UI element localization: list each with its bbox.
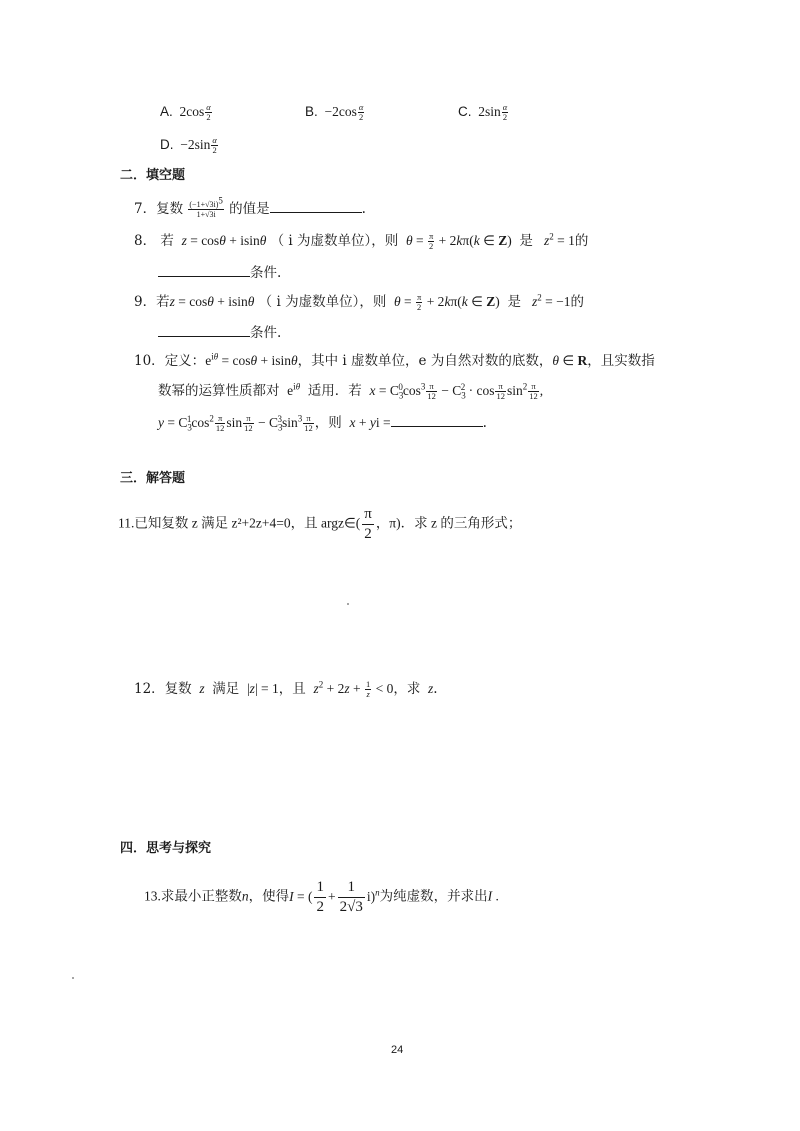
q12-text3: ，且 [278, 681, 306, 697]
q9-condition: $z^2 = -1$ [532, 292, 571, 309]
q9-z-def: z = cosθ + isinθ [169, 294, 255, 309]
q13-text: 13.求最小正整数 [144, 888, 242, 904]
q10-line2b: 适用．若 [307, 383, 362, 399]
question-8 [134, 232, 588, 251]
option-d [160, 136, 219, 155]
q7-answer-blank [270, 199, 362, 213]
q10-line1c: ，且实数指 [587, 353, 655, 369]
q11-pi-over-2: $\frac{\pi}{2}$ [364, 506, 372, 542]
q11-mid: ，π)．求 z 的三角形式； [375, 515, 522, 531]
q13-I: I [487, 888, 493, 904]
option-d-label: D. [160, 137, 174, 152]
q7-fraction: $\frac{(-1+√3i)^5}{1+√3i}$ [189, 195, 223, 219]
q12-z: z [195, 681, 208, 696]
q10-y-expr: $y = C_3^1\cos^2$ $\frac{\pi}{12}$ sin $\frac{\pi}{12}$ − $C_3^3\sin^3$ $\frac{\pi}{12}$ [158, 413, 313, 434]
q7-suffix: 的值是 [229, 201, 270, 217]
option-a-label: A. [160, 104, 173, 119]
section-fill-blank-heading: 二．填空题 [120, 167, 186, 182]
q9-theta: θ = $\frac{\pi}{2}$ + 2kπ(k ∈ Z) [394, 292, 504, 313]
q7-number: 7． [134, 201, 157, 217]
q13-text2: ，使得 [248, 888, 290, 904]
q9-line2 [158, 323, 281, 342]
q10-euler: $e^{i\theta} = \cos\theta + isin\theta$ [205, 351, 298, 368]
option-d-expr: −2sin $\frac{\alpha}{2}$ [176, 135, 217, 156]
q7-end: . [361, 201, 366, 217]
option-c-expr: 2sin $\frac{\alpha}{2}$ [474, 102, 508, 123]
option-b-expr: −2cos $\frac{\alpha}{2}$ [321, 102, 364, 123]
q9-end: 条件. [250, 325, 282, 341]
q10-line2 [158, 382, 543, 401]
q12-inequality: $z^2 + 2z$ + $\frac{1}{z}$ < 0 [313, 679, 394, 700]
question-13 [144, 878, 499, 917]
q9-text4: 的 [570, 294, 584, 310]
option-c [458, 103, 509, 122]
q8-text2: （ i 为虚数单位），则 [270, 233, 399, 249]
q10-line2a: 数幂的运算性质都对 [158, 383, 280, 399]
q12-text2: 满足 [212, 681, 240, 697]
q8-text1: 若 [160, 233, 174, 249]
q9-text1: 若 [156, 294, 170, 310]
q8-answer-blank [158, 263, 250, 277]
scan-speck [347, 603, 349, 605]
q13-expr: I = ( $\frac{1}{2}$ + $\frac{1}{2√3}$ i)$^n$ [289, 879, 380, 915]
section-answer-heading: 三．解答题 [120, 470, 186, 485]
q9-text2: （ i 为虚数单位），则 [258, 294, 387, 310]
option-a-expr: 2cos $\frac{\alpha}{2}$ [176, 102, 211, 123]
q10-line1b: ，其中 i 虚数单位，e 为自然对数的底数， [297, 353, 553, 369]
q10-target: x + yi = [349, 415, 391, 430]
q8-z-def: z = cosθ + isinθ [181, 233, 267, 248]
q8-end: 条件. [250, 265, 282, 281]
q11-text: 11.已知复数 z 满足 z²+2z+4=0，且 argz∈( [118, 515, 361, 531]
q7-prefix: 复数 [156, 201, 184, 217]
q10-number: 10． [134, 353, 165, 369]
q10-eitheta: $e^{i\theta}$ [283, 381, 301, 398]
page-number: 24 [391, 1044, 404, 1056]
q12-text4: ，求 [393, 681, 421, 697]
option-b [305, 103, 365, 122]
q12-z-end: z [424, 681, 434, 696]
section-explore-heading: 四．思考与探究 [120, 840, 212, 855]
option-c-label: C. [458, 104, 472, 119]
q12-number: 12． [134, 681, 165, 697]
question-7 [134, 195, 366, 219]
q9-number: 9． [134, 294, 157, 310]
q10-line1a: 定义： [164, 353, 206, 369]
q13-n: n [241, 888, 249, 904]
q12-text1: 复数 [164, 681, 192, 697]
q13-end: . [495, 888, 499, 904]
scan-speck-2 [72, 977, 74, 979]
q8-text4: 的 [574, 233, 589, 249]
q12-end: . [433, 681, 438, 697]
q8-theta: θ = $\frac{\pi}{2}$ + 2kπ(k ∈ Z) [405, 231, 516, 252]
q8-number: 8． [134, 233, 157, 249]
question-12 [134, 680, 438, 699]
q13-text3: 为纯虚数，并求出 [379, 888, 488, 904]
q8-line2 [158, 263, 281, 282]
q12-modulus: |z| = 1 [243, 681, 279, 696]
q9-text3: 是 [507, 294, 521, 310]
q8-text3: 是 [519, 233, 533, 249]
option-a [160, 103, 213, 122]
option-b-label: B. [305, 104, 318, 119]
question-9 [134, 293, 584, 312]
question-11 [118, 505, 521, 544]
q10-theta-real: θ ∈ R [552, 353, 588, 368]
q10-x-expr: $x = C_3^0\cos^3$ $\frac{\pi}{12}$ − $C_3^2 \cdot \cos$ $\frac{\pi}{12}$ $\sin^2$ $\frac{\pi}{12}$ , [369, 381, 544, 402]
q10-line3a: ，则 [314, 415, 342, 431]
question-10 [134, 352, 655, 370]
q8-condition: $z^2 = 1$ [543, 231, 575, 248]
q10-line3 [158, 413, 487, 433]
q9-answer-blank [158, 323, 250, 337]
q10-answer-blank [391, 413, 483, 427]
q10-end: . [482, 415, 487, 431]
